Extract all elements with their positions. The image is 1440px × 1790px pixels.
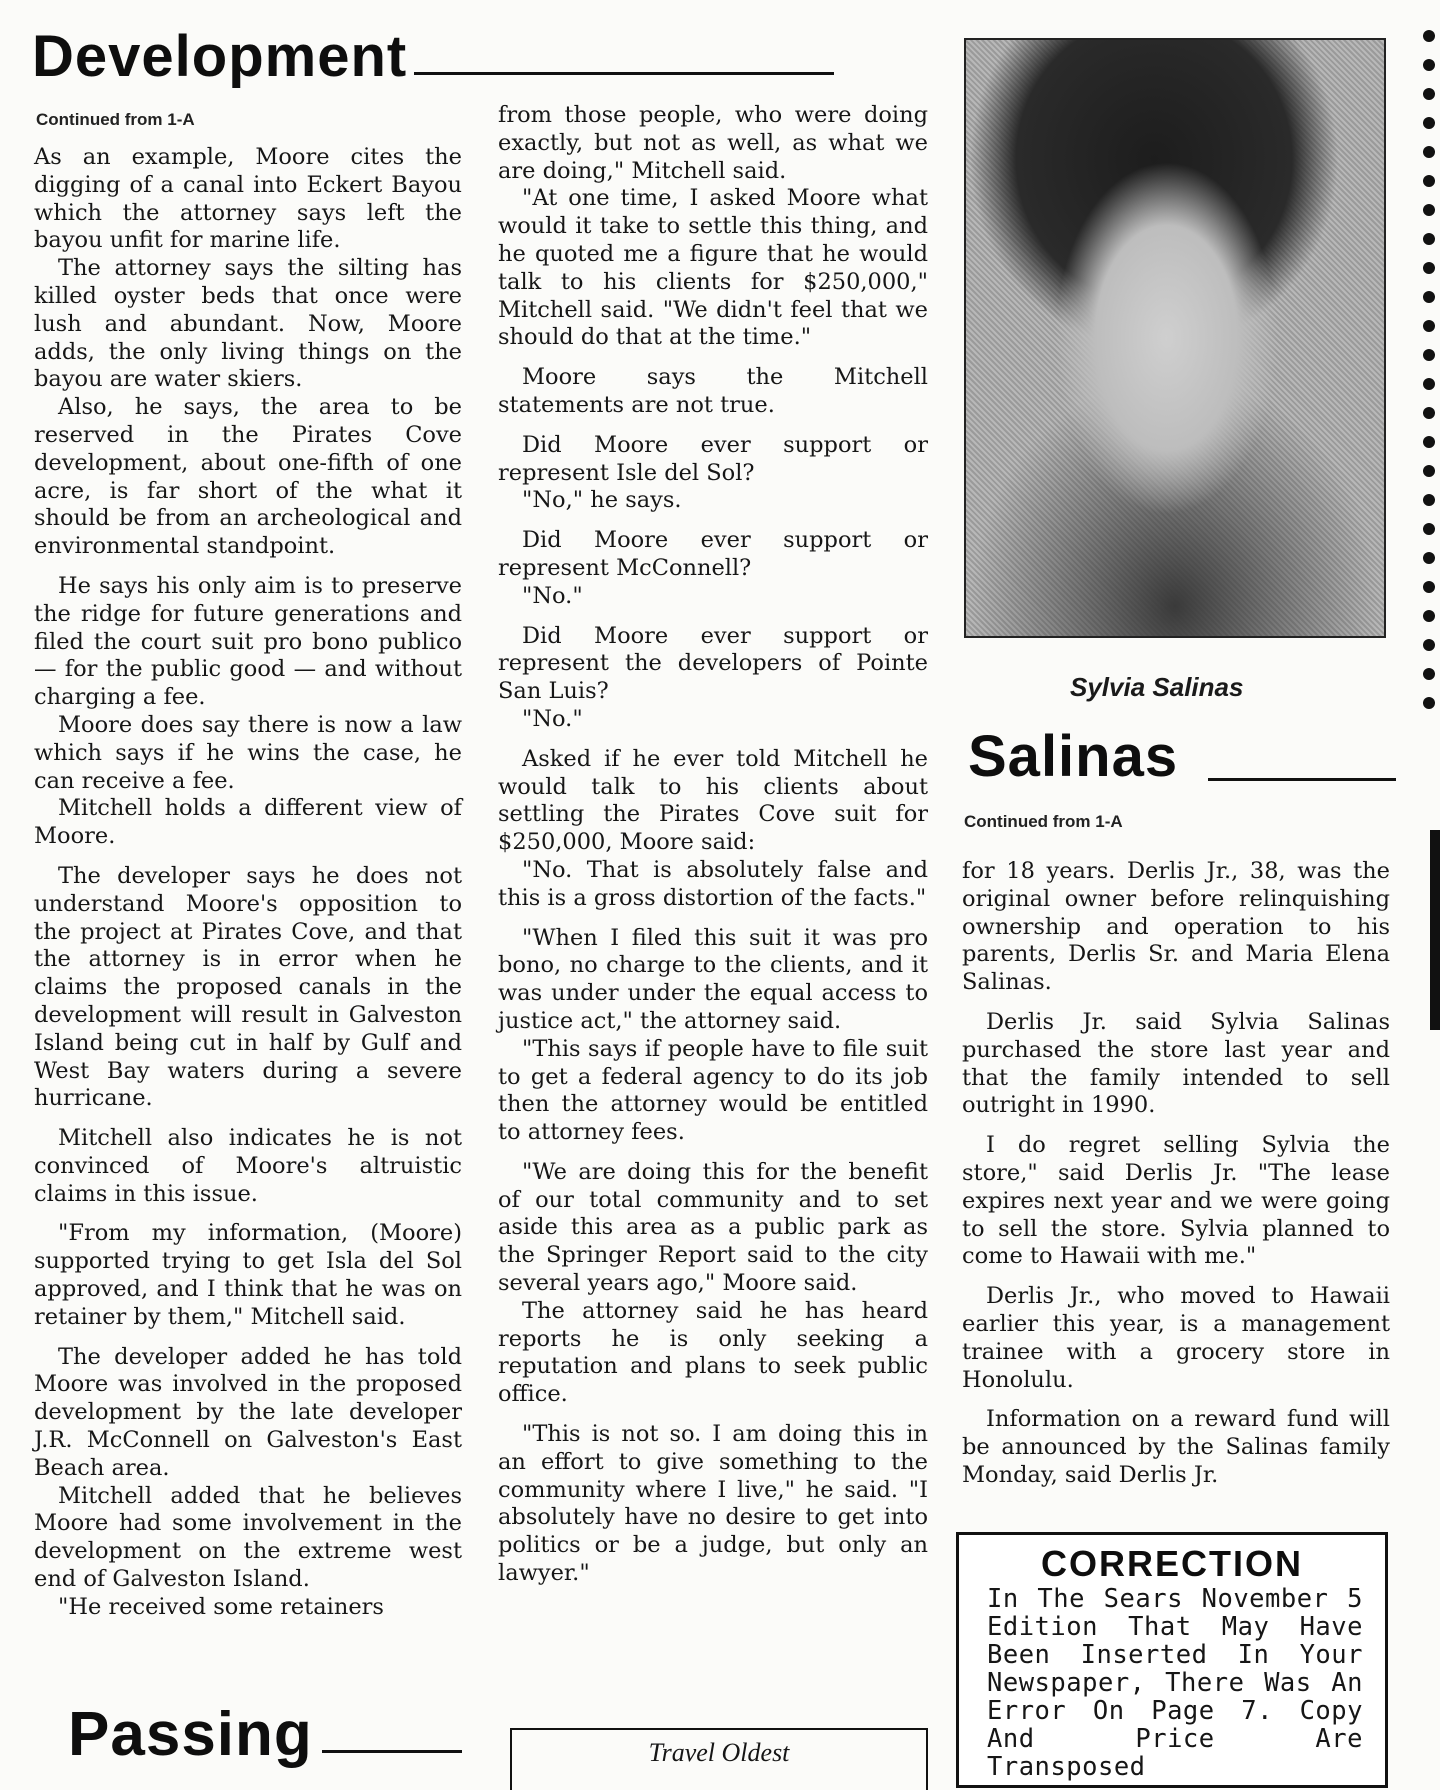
photo-caption: Sylvia Salinas: [1070, 672, 1244, 702]
edge-dot: [1423, 59, 1435, 71]
paragraph: for 18 years. Derlis Jr., 38, was the original owner before relinquishing ownership and operation to his parents, Derlis Sr. and Maria Elena Salinas.: [962, 858, 1390, 996]
portrait-photo: [964, 38, 1386, 638]
edge-dot: [1423, 552, 1435, 564]
paragraph: Derlis Jr., who moved to Hawaii earlier this year, is a management trainee with a grocery store in Honolulu.: [962, 1283, 1390, 1393]
paragraph: Asked if he ever told Mitchell he would talk to his clients about settling the Pirates Cove suit for $250,000, Moore said:: [498, 745, 928, 856]
paragraph: He says his only aim is to preserve the ridge for future generations and filed the court suit pro bono publico — for the public good — and without charging a fee.: [34, 572, 462, 711]
paragraph: from those people, who were doing exactly, but not as well, as what we are doing," Mitchell said.: [498, 102, 928, 184]
salinas-headline-rule: [1208, 778, 1396, 781]
edge-dot: [1423, 436, 1435, 448]
edge-dot: [1423, 233, 1435, 245]
paragraph: The developer says he does not understand Moore's opposition to the project at Pirates Cove, and that the attorney is in error when he claims the proposed canals in the development will result in Galveston Island being cut in half by Gulf and West Bay waters during a severe hurricane.: [34, 862, 462, 1112]
paragraph: Mitchell added that he believes Moore had some involvement in the development on the extreme west end of Galveston Island.: [34, 1482, 462, 1593]
edge-dot: [1423, 639, 1435, 651]
paragraph: "No.": [522, 582, 583, 609]
paragraph: The attorney said he has heard reports he is only seeking a reputation and plans to seek public office.: [498, 1297, 928, 1408]
edge-dot: [1423, 291, 1435, 303]
paragraph: "At one time, I asked Moore what would it take to settle this thing, and he quoted me a figure that he would talk to his clients for $250,000," Mitchell said. "We didn't feel that we should do that at the time.": [498, 185, 928, 351]
salinas-continued-line: Continued from 1-A: [964, 812, 1123, 831]
paragraph: The attorney says the silting has killed oyster beds that once were lush and abundant. Now, Moore adds, the only living things on the bayou are water skiers.: [34, 255, 462, 393]
development-headline-rule: [414, 72, 834, 75]
development-column-1: [34, 144, 462, 1622]
paragraph: Did Moore ever support or represent the developers of Pointe San Luis?: [498, 622, 928, 705]
paragraph: Moore does say there is now a law which says if he wins the case, he can receive a fee.: [34, 711, 462, 794]
edge-dot: [1423, 610, 1435, 622]
salinas-column: [962, 858, 1390, 1490]
paragraph: "When I filed this suit it was pro bono, no charge to the clients, and it was under under the equal access to justice act," the attorney said.: [498, 924, 928, 1034]
paragraph: Also, he says, the area to be reserved in the Pirates Cove development, about one-fifth of one acre, is far short of the what it should be from an archeological and environmental standpoint.: [34, 394, 462, 560]
paragraph: "From my information, (Moore) supported trying to get Isla del Sol approved, and I think that he was on retainer by them," Mitchell said.: [34, 1220, 462, 1330]
paragraph: Did Moore ever support or represent Isle del Sol?: [498, 431, 928, 486]
paragraph: "This is not so. I am doing this in an effort to give something to the community where I live," he said. "I absolutely have no desire to get into politics or be a judge, but only an lawyer.": [498, 1421, 928, 1587]
paragraph: Did Moore ever support or represent McConnell?: [498, 527, 928, 581]
development-column-2: [498, 102, 928, 1588]
paragraph: Moore says the Mitchell statements are not true.: [498, 364, 928, 418]
development-headline: Development: [32, 24, 408, 89]
passing-headline: Passing: [68, 1700, 313, 1769]
edge-dot-strip: [1418, 30, 1440, 726]
paragraph: Mitchell also indicates he is not convinced of Moore's altruistic claims in this issue.: [34, 1125, 462, 1207]
edge-dot: [1423, 697, 1435, 709]
bottom-box-text: Travel Oldest: [648, 1738, 790, 1767]
paragraph: Derlis Jr. said Sylvia Salinas purchased the store last year and that the family intended to sell outright in 1990.: [962, 1008, 1390, 1119]
edge-dot: [1423, 262, 1435, 274]
salinas-headline: Salinas: [968, 724, 1179, 789]
passing-headline-rule: [322, 1750, 462, 1753]
edge-bar: [1430, 830, 1440, 1030]
development-continued-line: Continued from 1-A: [36, 110, 195, 129]
edge-dot: [1423, 465, 1435, 477]
edge-dot: [1423, 349, 1435, 361]
edge-dot: [1423, 146, 1435, 158]
paragraph: "We are doing this for the benefit of our total community and to set aside this area as a public park as the Springer Report said to the city several years ago," Moore said.: [498, 1158, 928, 1297]
paragraph: "This says if people have to file suit to get a federal agency to do its job then the attorney would be entitled to attorney fees.: [498, 1035, 928, 1146]
edge-dot: [1423, 175, 1435, 187]
edge-dot: [1423, 117, 1435, 129]
correction-body: In The Sears November 5 Edition That May Have Been Inserted In Your Newspaper, There Was An Error On Page 7. Copy And Price Are Transposed: [987, 1584, 1363, 1782]
paragraph: Mitchell holds a different view of Moore.: [34, 795, 462, 850]
edge-dot: [1423, 378, 1435, 390]
edge-dot: [1423, 581, 1435, 593]
edge-dot: [1423, 407, 1435, 419]
edge-dot: [1423, 668, 1435, 680]
edge-dot: [1423, 30, 1435, 42]
paragraph: "No. That is absolutely false and this is a gross distortion of the facts.": [498, 856, 928, 911]
paragraph: "No," he says.: [522, 487, 682, 514]
edge-dot: [1423, 320, 1435, 332]
bottom-box-fragment: [510, 1728, 928, 1790]
paragraph: The developer added he has told Moore was involved in the proposed development by the late developer J.R. McConnell on Galveston's East Beach area.: [34, 1343, 462, 1481]
edge-dot: [1423, 523, 1435, 535]
edge-dot: [1423, 204, 1435, 216]
correction-title: CORRECTION: [1041, 1543, 1303, 1584]
edge-dot: [1423, 88, 1435, 100]
paragraph: I do regret selling Sylvia the store," said Derlis Jr. "The lease expires next year and we were going to sell the store. Sylvia planned to come to Hawaii with me.": [962, 1132, 1390, 1270]
correction-box: [956, 1532, 1388, 1788]
paragraph: "He received some retainers: [58, 1593, 384, 1620]
edge-dot: [1423, 494, 1435, 506]
paragraph: "No.": [522, 705, 583, 732]
paragraph: As an example, Moore cites the digging of a canal into Eckert Bayou which the attorney says left the bayou unfit for marine life.: [34, 144, 462, 254]
paragraph: Information on a reward fund will be announced by the Salinas family Monday, said Derlis Jr.: [962, 1406, 1390, 1488]
